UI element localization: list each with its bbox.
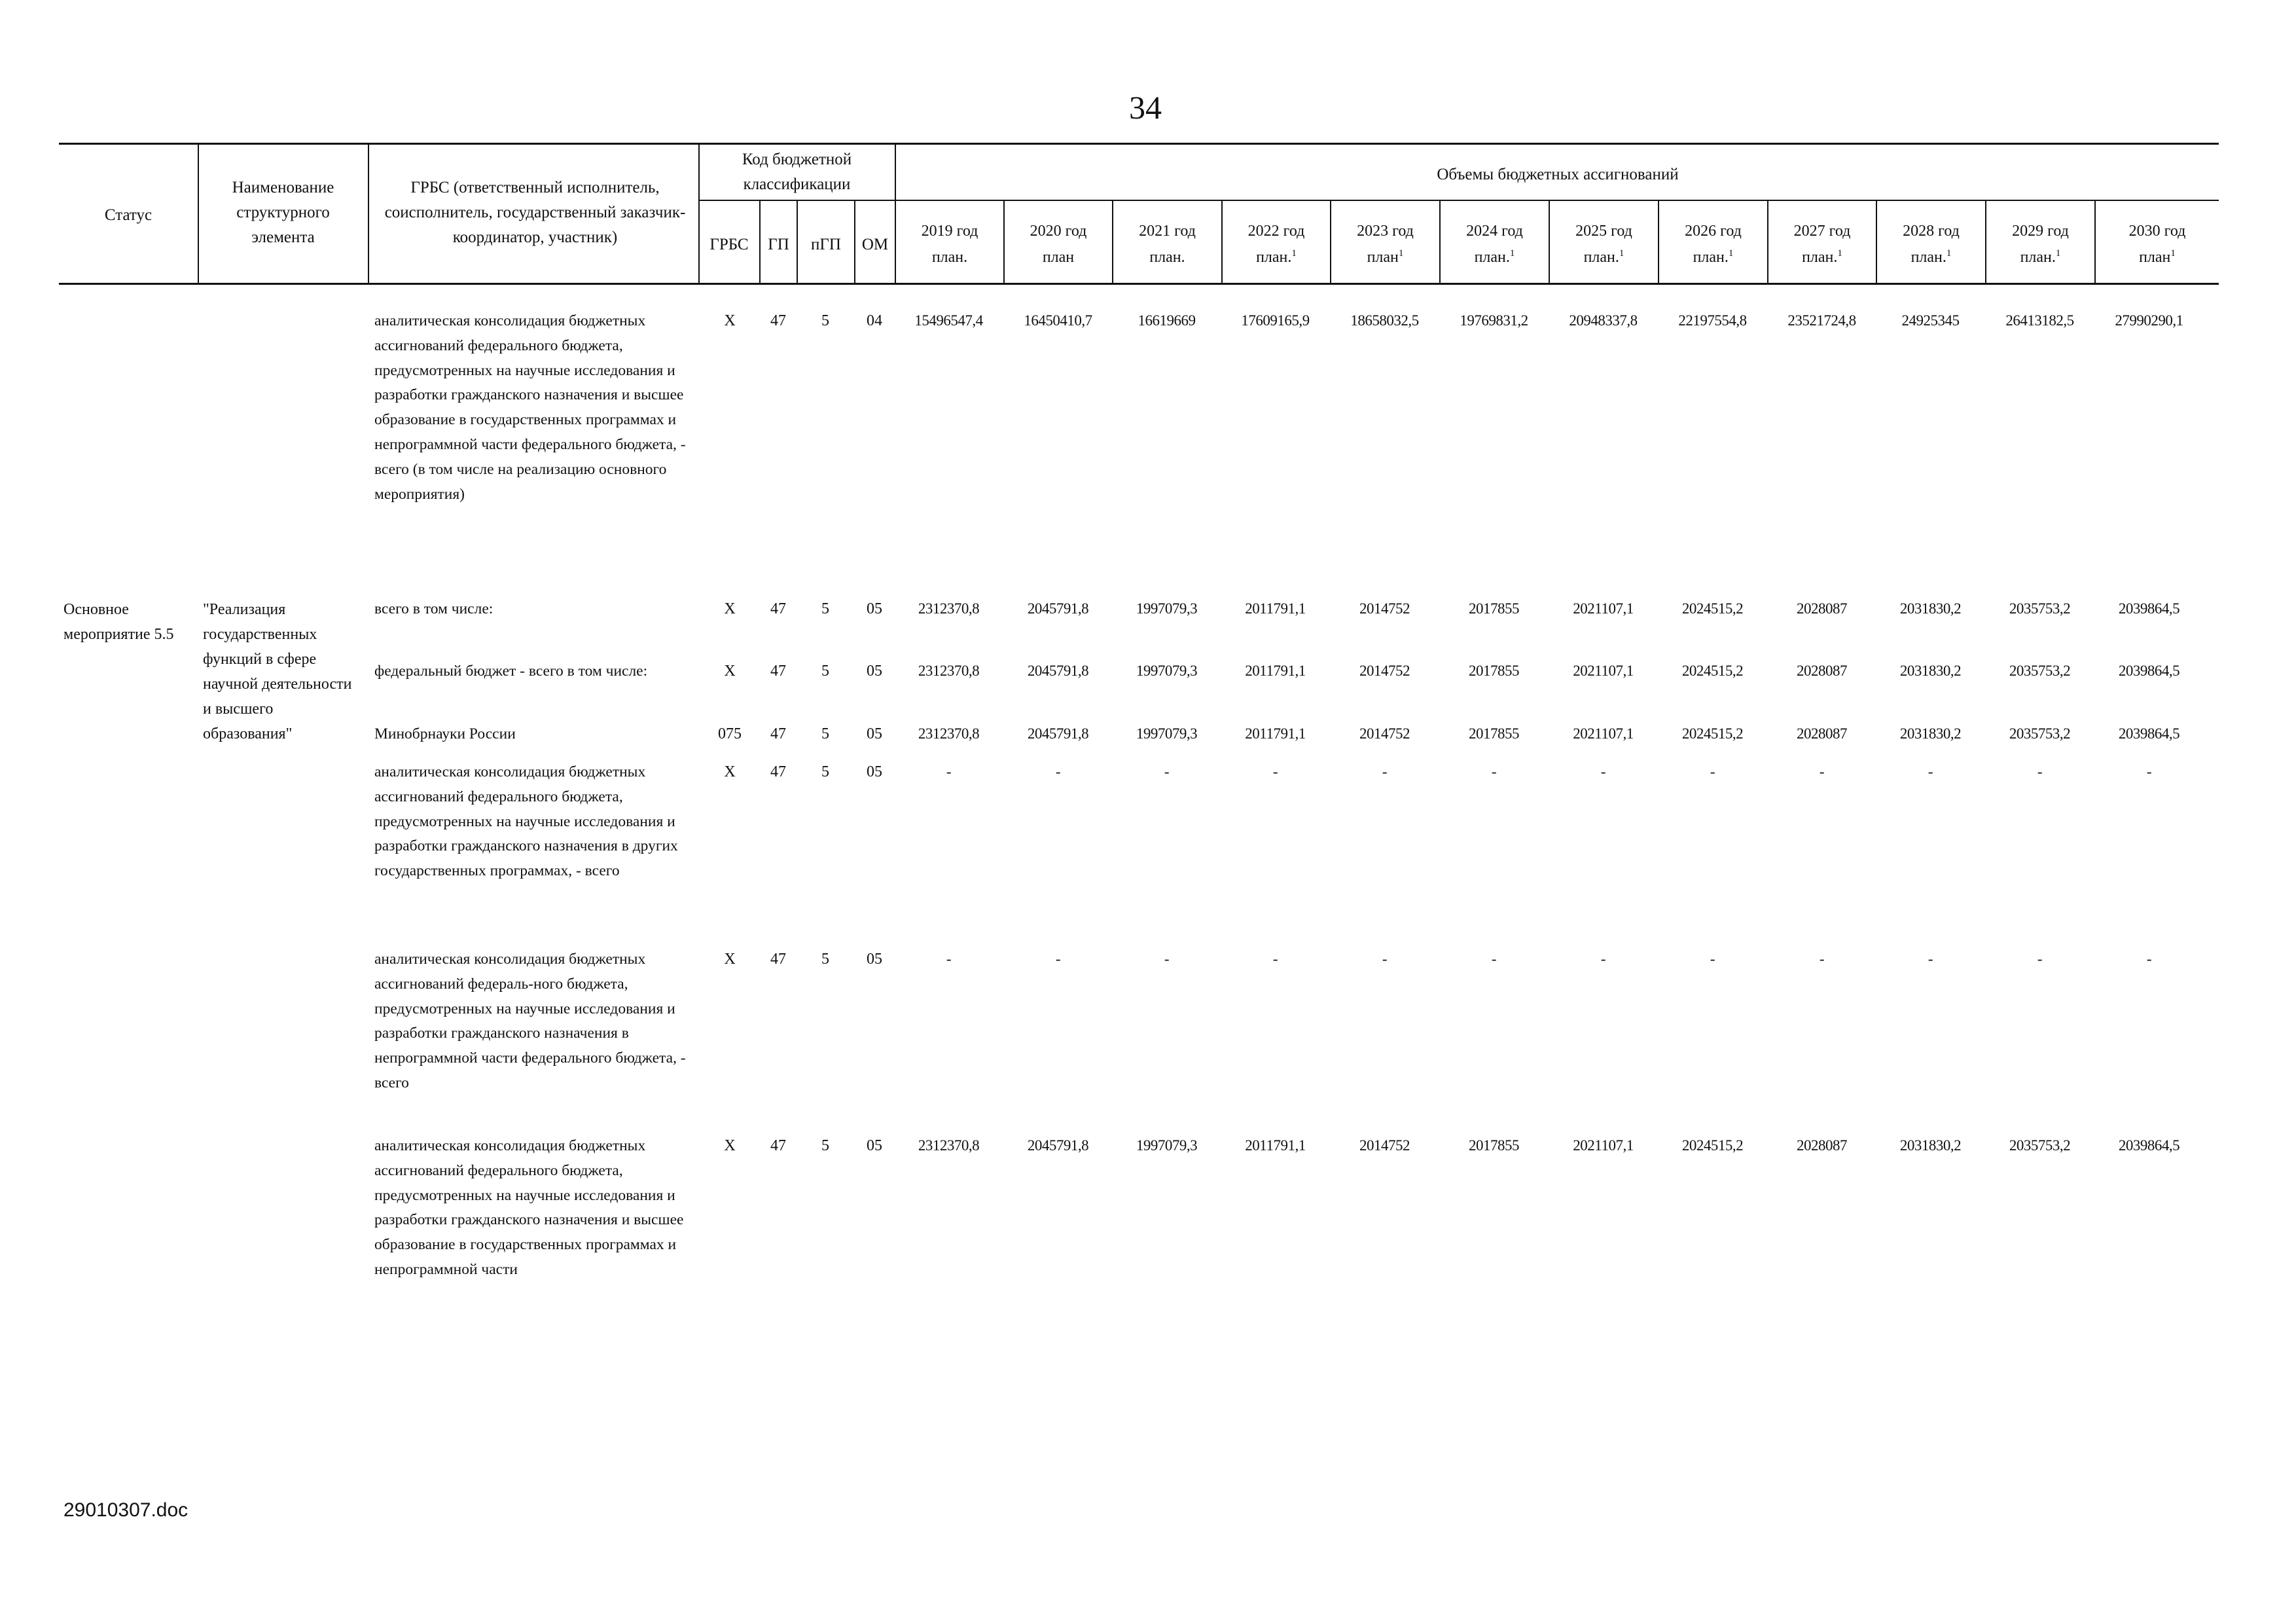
row-value: 26413182,5 <box>2005 312 2074 329</box>
row-value: 2021107,1 <box>1573 725 1634 742</box>
row-code-gp: 47 <box>770 663 786 680</box>
row-value: 15496547,4 <box>914 312 983 329</box>
row-value: 2039864,5 <box>2118 600 2180 617</box>
header-code-grbs: ГРБС <box>709 236 749 253</box>
structural-element-name: "Реализация государственных функций в сфере научной деятельности и высшего образования" <box>203 601 352 742</box>
row-value: 16450410,7 <box>1024 312 1092 329</box>
row-description: аналитическая консолидация бюджетных ассигнований федерального бюджета, предусмотренных на научные исследования и разработки гражданского назначения и высшее образование в государственных программах и непрограммной части федерального бюджета, - всего (в том числе на реализацию основного мероприятия) <box>374 312 686 503</box>
row-description: аналитическая консолидация бюджетных ассигнований федераль-ного бюджета, предусмотренных на научные исследования и разработки гражданского назначения в непрограммной части федерального бюджета, - всего <box>374 951 686 1091</box>
row-value: 2011791,1 <box>1245 1137 1306 1154</box>
row-value: 2312370,8 <box>918 663 980 679</box>
row-code-om: 05 <box>867 1137 882 1154</box>
row-code-pgp: 5 <box>821 312 829 329</box>
row-code-grbs: X <box>724 600 736 617</box>
row-code-grbs: X <box>724 951 736 968</box>
year-header: 2024 год план.$^1$ <box>1466 223 1523 266</box>
row-code-gp: 47 <box>770 725 786 742</box>
row-value: - <box>1164 951 1170 967</box>
row-code-gp: 47 <box>770 763 786 780</box>
row-value: 2031830,2 <box>1899 1137 1962 1154</box>
row-value: 2031830,2 <box>1899 663 1962 679</box>
year-header: 2030 год план$^1$ <box>2128 223 2186 266</box>
header-name: Наименование структурного элемента <box>232 179 334 246</box>
row-code-om: 05 <box>867 951 882 968</box>
row-value: 2024515,2 <box>1681 725 1744 742</box>
row-value: 2011791,1 <box>1245 600 1306 617</box>
header-code-pgp: пГП <box>811 236 841 253</box>
row-value: 1997079,3 <box>1136 663 1198 679</box>
row-value: - <box>1055 763 1061 780</box>
row-value: 2014752 <box>1359 725 1410 742</box>
col-divider <box>698 143 700 284</box>
header-grbs: ГРБС (ответственный исполнитель, соисполнитель, государственный заказчик-координатор, участник) <box>384 179 686 246</box>
col-divider <box>198 143 199 284</box>
row-value: 2312370,8 <box>918 1137 980 1154</box>
row-value: - <box>1710 763 1715 780</box>
header-code-gp: ГП <box>768 236 789 253</box>
row-value: - <box>1164 763 1170 780</box>
row-value: 2024515,2 <box>1681 1137 1744 1154</box>
row-value: - <box>2146 951 2152 967</box>
row-value: 2035753,2 <box>2009 1137 2071 1154</box>
row-value: 2039864,5 <box>2118 663 2180 679</box>
year-header: 2019 год план. <box>921 223 978 266</box>
row-value: 2014752 <box>1359 663 1410 679</box>
row-code-gp: 47 <box>770 312 786 329</box>
row-value: - <box>1272 763 1278 780</box>
row-value: - <box>1600 951 1606 967</box>
row-code-gp: 47 <box>770 951 786 968</box>
row-value: 2031830,2 <box>1899 725 1962 742</box>
row-code-grbs: 075 <box>718 725 742 742</box>
row-code-grbs: X <box>724 312 736 329</box>
col-divider <box>368 143 369 284</box>
row-description: всего в том числе: <box>374 600 493 617</box>
row-value: 2028087 <box>1797 663 1847 679</box>
row-value: 2031830,2 <box>1899 600 1962 617</box>
row-value: 2028087 <box>1797 600 1847 617</box>
year-header: 2029 год план.$^1$ <box>2012 223 2069 266</box>
row-value: - <box>1491 763 1497 780</box>
row-code-pgp: 5 <box>821 600 829 617</box>
row-value: - <box>1382 763 1388 780</box>
header-top-rule <box>59 143 2219 145</box>
row-value: 2024515,2 <box>1681 600 1744 617</box>
document-filename: 29010307.doc <box>63 1499 188 1521</box>
header-code-om: ОМ <box>861 236 889 253</box>
row-code-om: 05 <box>867 663 882 680</box>
row-value: 1997079,3 <box>1136 725 1198 742</box>
row-value: 2017855 <box>1469 600 1519 617</box>
year-header: 2026 год план.$^1$ <box>1685 223 1742 266</box>
row-value: 18658032,5 <box>1350 312 1419 329</box>
row-value: - <box>2146 763 2152 780</box>
row-code-pgp: 5 <box>821 1137 829 1154</box>
row-value: 19769831,2 <box>1460 312 1528 329</box>
row-value: 2312370,8 <box>918 725 980 742</box>
row-value: - <box>2037 951 2043 967</box>
row-description: аналитическая консолидация бюджетных ассигнований федерального бюджета, предусмотренных на научные исследования и разработки гражданского назначения в других государственных программах, - всего <box>374 763 678 880</box>
row-code-gp: 47 <box>770 600 786 617</box>
row-value: 2045791,8 <box>1027 1137 1089 1154</box>
row-value: 2024515,2 <box>1681 663 1744 679</box>
year-header: 2025 год план.$^1$ <box>1575 223 1632 266</box>
row-code-om: 04 <box>867 312 882 329</box>
row-value: 2028087 <box>1797 1137 1847 1154</box>
header-status: Статус <box>104 206 152 224</box>
row-value: - <box>1600 763 1606 780</box>
row-value: 2028087 <box>1797 725 1847 742</box>
row-value: 24925345 <box>1901 312 1960 329</box>
row-value: 2045791,8 <box>1027 663 1089 679</box>
row-value: - <box>2037 763 2043 780</box>
row-value: 2014752 <box>1359 1137 1410 1154</box>
header-code-group: Код бюджетной классификации <box>742 151 852 193</box>
row-code-gp: 47 <box>770 1137 786 1154</box>
row-code-grbs: X <box>724 1137 736 1154</box>
row-value: 1997079,3 <box>1136 600 1198 617</box>
row-value: 2039864,5 <box>2118 1137 2180 1154</box>
row-value: - <box>1491 951 1497 967</box>
row-description: Минобрнауки России <box>374 725 516 742</box>
row-code-om: 05 <box>867 763 882 780</box>
row-value: 2017855 <box>1469 725 1519 742</box>
years-top-rule <box>895 200 2219 201</box>
row-value: - <box>1928 763 1933 780</box>
header-volumes: Объемы бюджетных ассигнований <box>1437 166 1679 183</box>
row-value: 27990290,1 <box>2115 312 2183 329</box>
row-value: 2017855 <box>1469 663 1519 679</box>
row-value: 2021107,1 <box>1573 663 1634 679</box>
row-code-om: 05 <box>867 725 882 742</box>
row-value: 2035753,2 <box>2009 725 2071 742</box>
header-bottom-rule <box>59 283 2219 285</box>
year-header: 2021 год план. <box>1139 223 1196 266</box>
row-code-pgp: 5 <box>821 763 829 780</box>
status-cell: Основное мероприятие 5.5 <box>63 601 174 643</box>
row-value: 2035753,2 <box>2009 663 2071 679</box>
row-value: 2011791,1 <box>1245 663 1306 679</box>
row-value: 2045791,8 <box>1027 725 1089 742</box>
row-code-pgp: 5 <box>821 663 829 680</box>
row-value: - <box>1055 951 1061 967</box>
year-header: 2028 год план.$^1$ <box>1903 223 1960 266</box>
row-description: федеральный бюджет - всего в том числе: <box>374 663 648 680</box>
row-value: 2312370,8 <box>918 600 980 617</box>
row-value: 16619669 <box>1138 312 1196 329</box>
row-value: 17609165,9 <box>1241 312 1310 329</box>
row-value: - <box>1819 763 1825 780</box>
row-code-om: 05 <box>867 600 882 617</box>
year-header: 2020 год план <box>1030 223 1087 266</box>
row-value: - <box>1928 951 1933 967</box>
row-value: - <box>946 763 952 780</box>
row-value: 2017855 <box>1469 1137 1519 1154</box>
row-value: - <box>1819 951 1825 967</box>
row-value: 2021107,1 <box>1573 600 1634 617</box>
row-description: аналитическая консолидация бюджетных ассигнований федерального бюджета, предусмотренных на научные исследования и разработки гражданского назначения и высшее образование в государственных программах и непрограммной части <box>374 1137 684 1278</box>
year-header: 2023 год план$^1$ <box>1357 223 1414 266</box>
row-value: - <box>1382 951 1388 967</box>
row-value: 1997079,3 <box>1136 1137 1198 1154</box>
row-value: 2011791,1 <box>1245 725 1306 742</box>
year-header: 2022 год план.$^1$ <box>1247 223 1305 266</box>
row-value: - <box>1272 951 1278 967</box>
row-value: - <box>946 951 952 967</box>
year-header: 2027 год план.$^1$ <box>1793 223 1851 266</box>
row-value: 2039864,5 <box>2118 725 2180 742</box>
row-code-grbs: X <box>724 763 736 780</box>
row-code-pgp: 5 <box>821 951 829 968</box>
row-value: 23521724,8 <box>1787 312 1856 329</box>
row-value: 22197554,8 <box>1678 312 1747 329</box>
row-value: 2045791,8 <box>1027 600 1089 617</box>
row-value: 20948337,8 <box>1569 312 1638 329</box>
row-value: 2021107,1 <box>1573 1137 1634 1154</box>
row-code-pgp: 5 <box>821 725 829 742</box>
page-number: 34 <box>1129 89 1162 126</box>
row-value: - <box>1710 951 1715 967</box>
row-code-grbs: X <box>724 663 736 680</box>
row-value: 2035753,2 <box>2009 600 2071 617</box>
row-value: 2014752 <box>1359 600 1410 617</box>
